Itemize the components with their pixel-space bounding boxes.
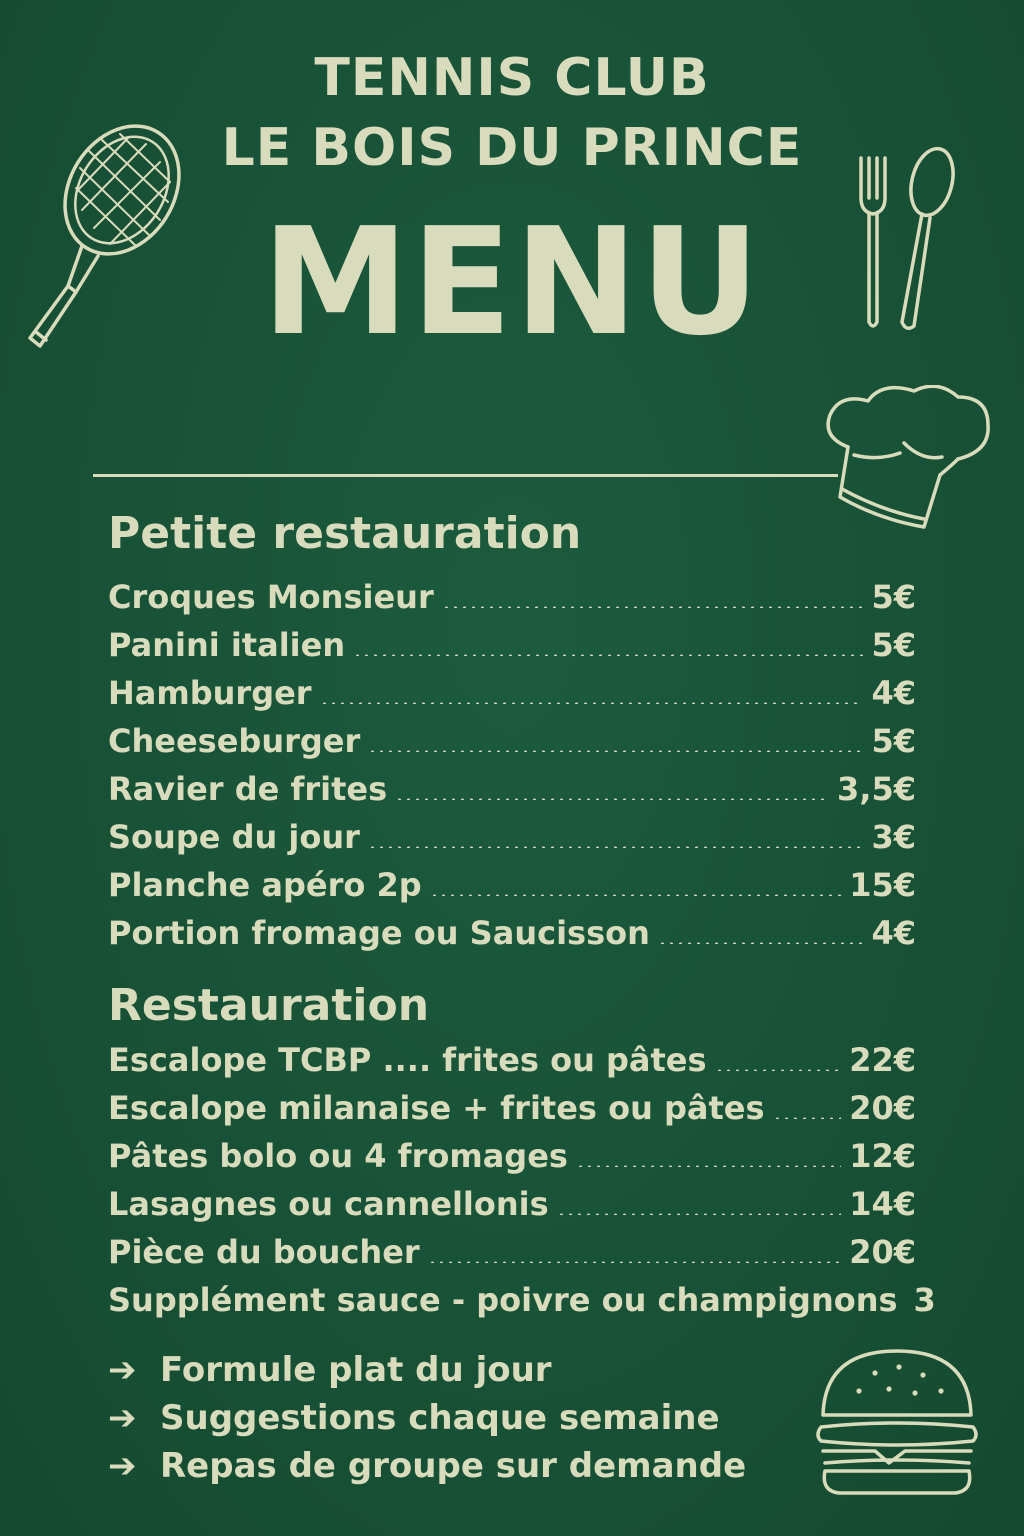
item-price: 5€ — [871, 722, 916, 760]
dot-leader — [353, 654, 863, 656]
item-name: Hamburger — [108, 674, 312, 712]
menu-item — [108, 813, 916, 861]
info-text: Repas de groupe sur demande — [160, 1446, 747, 1486]
item-price: 15€ — [849, 866, 916, 904]
menu-item — [108, 861, 916, 909]
menu-list-restauration — [108, 1036, 936, 1324]
item-price: 4€ — [871, 914, 916, 952]
menu-item — [108, 621, 916, 669]
item-price: 20€ — [849, 1089, 916, 1127]
item-name: Portion fromage ou Saucisson — [108, 914, 650, 952]
info-list — [108, 1346, 746, 1490]
item-name: Pièce du boucher — [108, 1233, 420, 1271]
menu-list-petite-restauration — [108, 573, 916, 957]
menu-item — [108, 1228, 916, 1276]
item-price: 12€ — [849, 1137, 916, 1175]
dot-leader — [715, 1069, 842, 1071]
menu-item — [108, 909, 916, 957]
item-price: 3 — [913, 1281, 936, 1319]
item-name: Croques Monsieur — [108, 578, 434, 616]
club-name-line-2: LE BOIS DU PRINCE — [221, 118, 803, 178]
menu-item — [108, 1180, 916, 1228]
item-price: 5€ — [871, 626, 916, 664]
item-price: 4€ — [871, 674, 916, 712]
info-item — [108, 1346, 746, 1394]
club-name-line-1: TENNIS CLUB — [314, 48, 710, 108]
dot-leader — [368, 750, 863, 752]
item-name: Lasagnes ou cannellonis — [108, 1185, 549, 1223]
dot-leader — [368, 846, 864, 848]
dot-leader — [557, 1213, 842, 1215]
item-price: 14€ — [849, 1185, 916, 1223]
dot-leader — [320, 702, 864, 704]
info-item — [108, 1394, 746, 1442]
menu-item — [108, 1276, 936, 1324]
item-name: Pâtes bolo ou 4 fromages — [108, 1137, 568, 1175]
arrow-icon: ➔ — [108, 1446, 137, 1486]
info-item — [108, 1442, 746, 1490]
info-text: Formule plat du jour — [160, 1350, 552, 1390]
dot-leader — [773, 1117, 842, 1119]
item-name: Ravier de frites — [108, 770, 388, 808]
item-name: Soupe du jour — [108, 818, 360, 856]
item-name: Escalope milanaise + frites ou pâtes — [108, 1089, 765, 1127]
item-price: 3€ — [871, 818, 916, 856]
item-price: 22€ — [849, 1041, 916, 1079]
dot-leader — [658, 942, 864, 944]
item-name: Supplément sauce - poivre ou champignons — [108, 1281, 898, 1319]
menu-item — [108, 669, 916, 717]
dot-leader — [395, 798, 829, 800]
dot-leader — [428, 1261, 842, 1263]
divider — [93, 474, 838, 477]
item-price: 5€ — [871, 578, 916, 616]
menu-item — [108, 1132, 916, 1180]
section-title-petite-restauration: Petite restauration — [108, 508, 582, 559]
info-text: Suggestions chaque semaine — [160, 1398, 720, 1438]
item-name: Cheeseburger — [108, 722, 361, 760]
item-price: 20€ — [849, 1233, 916, 1271]
menu-item — [108, 1084, 916, 1132]
arrow-icon: ➔ — [108, 1398, 137, 1438]
item-price: 3,5€ — [837, 770, 916, 808]
menu-item — [108, 717, 916, 765]
dot-leader — [430, 894, 842, 896]
section-title-restauration: Restauration — [108, 980, 430, 1031]
menu-title: MENU — [261, 196, 763, 368]
item-name: Planche apéro 2p — [108, 866, 422, 904]
dot-leader — [576, 1165, 841, 1167]
menu-item — [108, 1036, 916, 1084]
menu-item — [108, 573, 916, 621]
chef-hat-icon — [818, 385, 998, 535]
menu-item — [108, 765, 916, 813]
arrow-icon: ➔ — [108, 1350, 137, 1390]
burger-icon — [815, 1345, 980, 1500]
item-name: Escalope TCBP .... frites ou pâtes — [108, 1041, 707, 1079]
item-name: Panini italien — [108, 626, 346, 664]
dot-leader — [442, 606, 864, 608]
